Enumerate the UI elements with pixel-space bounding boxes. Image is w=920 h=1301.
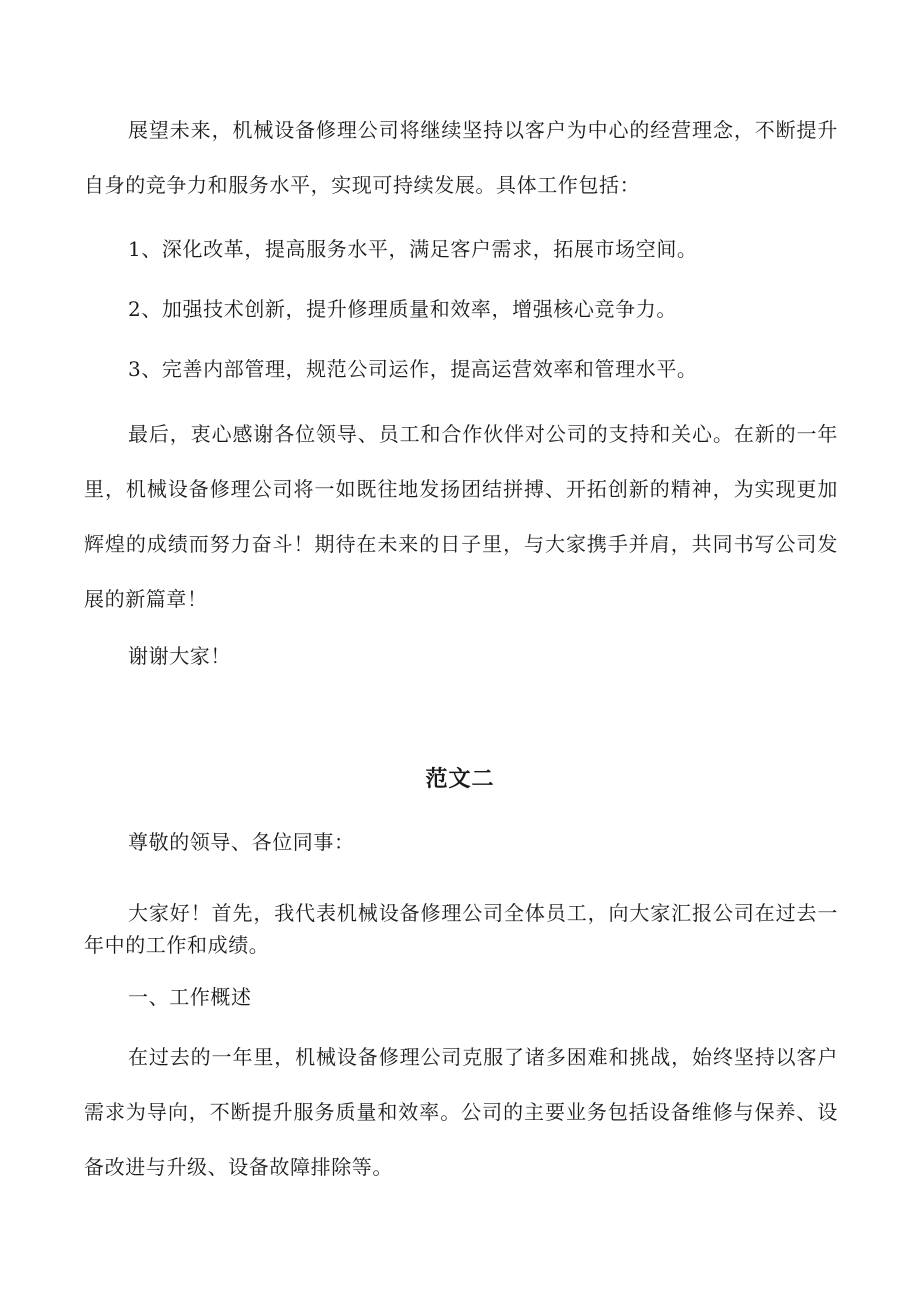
paragraph-overview: 在过去的一年里，机械设备修理公司克服了诸多困难和挑战，始终坚持以客户需求为导向，不断提升服务质量和效率。公司的主要业务包括设备维修与保养、设备改进与升级、设备故障排除等。 (84, 1045, 838, 1179)
subheading-overview: 一、工作概述 (128, 985, 252, 1009)
section-title: 范文二 (425, 767, 495, 792)
salutation: 尊敬的领导、各位同事： (128, 830, 355, 854)
paragraph-closing: 最后，衷心感谢各位领导、员工和合作伙伴对公司的支持和关心。在新的一年里，机械设备修理公司将一如既往地发扬团结拼搏、开拓创新的精神，为实现更加辉煌的成绩而努力奋斗！期待在未来的日子里，与大家携手并肩，共同书写公司发展的新篇章！ (84, 422, 838, 611)
thanks-line: 谢谢大家！ (128, 644, 231, 668)
paragraph-greeting: 大家好！首先，我代表机械设备修理公司全体员工，向大家汇报公司在过去一年中的工作和成绩。 (84, 901, 838, 957)
paragraph-outlook: 展望未来，机械设备修理公司将继续坚持以客户为中心的经营理念，不断提升自身的竞争力和服务水平，实现可持续发展。具体工作包括： (84, 118, 838, 197)
list-item-3: 3、完善内部管理，规范公司运作，提高运营效率和管理水平。 (128, 357, 698, 381)
list-item-2: 2、加强技术创新，提升修理质量和效率，增强核心竞争力。 (128, 297, 677, 321)
list-item-1: 1、深化改革，提高服务水平，满足客户需求，拓展市场空间。 (128, 237, 698, 261)
